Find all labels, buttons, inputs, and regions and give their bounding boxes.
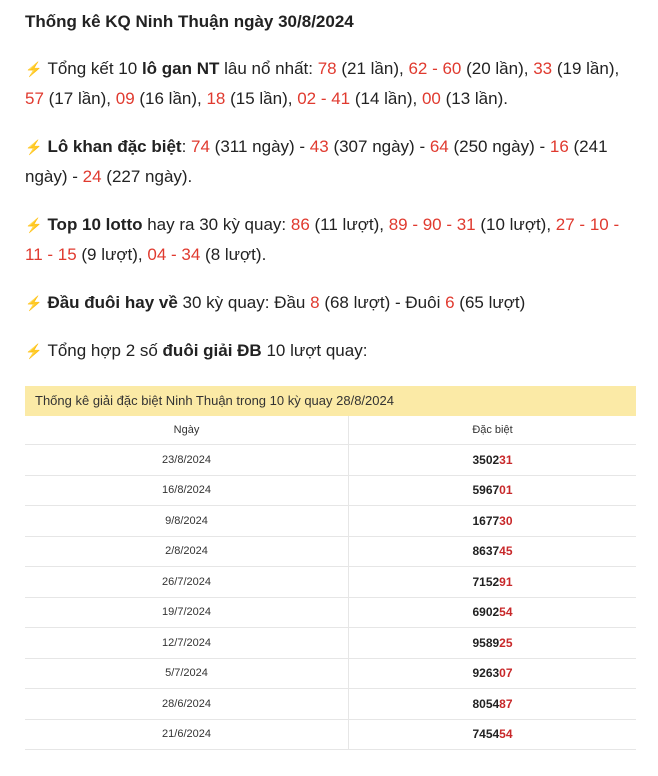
lo-khan-number: 64 (429, 137, 449, 156)
lightning-icon: ⚡ (25, 61, 43, 77)
prize-head-digits: 7454 (472, 727, 500, 742)
col-prize-header: Đặc biệt (349, 416, 637, 445)
table-row (25, 475, 636, 506)
results-table (25, 416, 636, 750)
prize-head-digits: 6902 (472, 605, 500, 620)
duoi-value: 6 (445, 293, 455, 312)
prize-tail-digits: 54 (499, 605, 513, 620)
lo-gan-count: (21 lần), (336, 59, 409, 78)
lightning-icon: ⚡ (25, 139, 43, 155)
lotto-number: 27 - 10 - 11 - 15 (25, 215, 620, 264)
prize-tail-digits: 25 (499, 635, 513, 650)
table-row (25, 597, 636, 628)
lotto-count: (10 lượt), (475, 215, 556, 234)
prize-tail-digits: 54 (499, 727, 513, 742)
table-row (25, 506, 636, 537)
lo-khan-count: (311 ngày) - (209, 137, 310, 156)
lotto-count: (9 lượt), (76, 245, 148, 264)
lotto-count: (11 lượt), (309, 215, 389, 234)
row-prize (349, 689, 637, 720)
section-dau-duoi: ⚡ Đầu đuôi hay về 30 kỳ quay: Đầu 8 (68 lượt) - Đuôi 6 (65 lượt) (25, 293, 526, 312)
lo-gan-number: 02 - 41 (297, 89, 351, 108)
prize-tail-digits: 07 (499, 666, 513, 681)
lotto-number: 89 - 90 - 31 (388, 215, 476, 234)
lo-gan-count: (17 lần), (43, 89, 116, 108)
table-row (25, 567, 636, 598)
prize-tail-digits: 01 (499, 483, 513, 498)
row-date: 26/7/2024 (25, 567, 349, 598)
prize-head-digits: 7152 (472, 574, 500, 589)
lo-khan-number: 16 (549, 137, 569, 156)
prize-tail-digits: 91 (499, 574, 513, 589)
table-caption: Thống kê giải đặc biệt Ninh Thuận trong 10 kỳ quay 28/8/2024 (25, 386, 636, 416)
prize-head-digits: 1677 (472, 513, 500, 528)
lo-gan-number: 62 - 60 (408, 59, 462, 78)
prize-head-digits: 8054 (472, 696, 500, 711)
lo-gan-count: (20 lần), (461, 59, 534, 78)
keyword-lo-khan: Lô khan đặc biệt (47, 137, 182, 156)
lo-khan-number: 43 (309, 137, 329, 156)
lo-khan-number: 74 (191, 137, 210, 156)
section-top-lotto: ⚡ Top 10 lotto hay ra 30 kỳ quay: 86 (11 lượt), 89 - 90 - 31 (10 lượt), 27 - 10 - 11 - 15 (9 lượt), 04 - 34 (8 lượt). (25, 215, 620, 264)
lo-gan-number: 09 (115, 89, 135, 108)
row-date: 23/8/2024 (25, 445, 349, 476)
row-prize (349, 567, 637, 598)
row-prize (349, 506, 637, 537)
row-date: 12/7/2024 (25, 628, 349, 659)
table-row (25, 536, 636, 567)
row-prize (349, 658, 637, 689)
lo-gan-count: (15 lần), (225, 89, 298, 108)
row-date: 16/8/2024 (25, 475, 349, 506)
row-date: 9/8/2024 (25, 506, 349, 537)
lo-khan-count: (307 ngày) - (328, 137, 430, 156)
row-prize (349, 445, 637, 476)
prize-tail-digits: 30 (499, 513, 513, 528)
page-title: Thống kê KQ Ninh Thuận ngày 30/8/2024 (25, 12, 354, 31)
prize-head-digits: 5967 (472, 483, 500, 498)
section-duoi-db: ⚡ Tổng hợp 2 số đuôi giải ĐB 10 lượt quay: (25, 341, 368, 360)
row-prize (349, 597, 637, 628)
prize-head-digits: 9589 (472, 635, 500, 650)
lo-khan-count: (227 ngày). (101, 167, 193, 186)
prize-head-digits: 9263 (472, 666, 500, 681)
lightning-icon: ⚡ (25, 343, 43, 359)
prize-tail-digits: 87 (499, 696, 513, 711)
row-prize (349, 628, 637, 659)
table-row (25, 445, 636, 476)
dau-value: 8 (310, 293, 320, 312)
row-prize (349, 719, 637, 750)
lo-khan-number: 24 (82, 167, 102, 186)
table-row (25, 719, 636, 750)
table-row (25, 628, 636, 659)
row-prize (349, 475, 637, 506)
row-date: 5/7/2024 (25, 658, 349, 689)
prize-tail-digits: 45 (499, 544, 513, 559)
row-date: 21/6/2024 (25, 719, 349, 750)
lo-gan-count: (13 lần). (440, 89, 508, 108)
prize-tail-digits: 31 (499, 452, 513, 467)
keyword-dau-duoi: Đầu đuôi hay về (47, 293, 178, 312)
keyword-top-lotto: Top 10 lotto (47, 215, 143, 234)
special-prize-table (25, 386, 636, 750)
section-lo-khan: ⚡ Lô khan đặc biệt: 74 (311 ngày) - 43 (307 ngày) - 64 (250 ngày) - 16 (241 ngày) - 24 (227 ngày). (25, 137, 608, 186)
lo-gan-count: (19 lần), (552, 59, 620, 78)
row-prize (349, 536, 637, 567)
lo-gan-number: 18 (206, 89, 226, 108)
lo-khan-count: (241 ngày) - (25, 137, 608, 186)
table-header-row (25, 416, 636, 445)
keyword-lo-gan[interactable]: lô gan NT (141, 59, 220, 78)
lo-gan-number: 33 (533, 59, 553, 78)
col-date-header: Ngày (25, 416, 349, 445)
table-row (25, 658, 636, 689)
table-row (25, 689, 636, 720)
lotto-number: 86 (290, 215, 310, 234)
lo-gan-number: 78 (317, 59, 337, 78)
lo-gan-count: (14 lần), (350, 89, 422, 108)
lotto-number: 04 - 34 (147, 245, 201, 264)
lightning-icon: ⚡ (25, 295, 43, 311)
lo-khan-count: (250 ngày) - (448, 137, 550, 156)
row-date: 28/6/2024 (25, 689, 349, 720)
lo-gan-number: 57 (25, 89, 44, 108)
prize-head-digits: 3502 (472, 452, 500, 467)
prize-head-digits: 8637 (472, 544, 500, 559)
keyword-duoi-db: đuôi giải ĐB (162, 341, 262, 360)
lightning-icon: ⚡ (25, 217, 43, 233)
lo-gan-number: 00 (421, 89, 441, 108)
lo-gan-count: (16 lần), (134, 89, 207, 108)
row-date: 2/8/2024 (25, 536, 349, 567)
row-date: 19/7/2024 (25, 597, 349, 628)
lotto-count: (8 lượt). (200, 245, 267, 264)
section-lo-gan: ⚡ Tổng kết 10 lô gan NT lâu nổ nhất: 78 (21 lần), 62 - 60 (20 lần), 33 (19 lần), 57 (17 lần), 09 (16 lần), 18 (15 lần), 02 - 41 (14 lần), 00 (13 lần). (25, 59, 620, 108)
